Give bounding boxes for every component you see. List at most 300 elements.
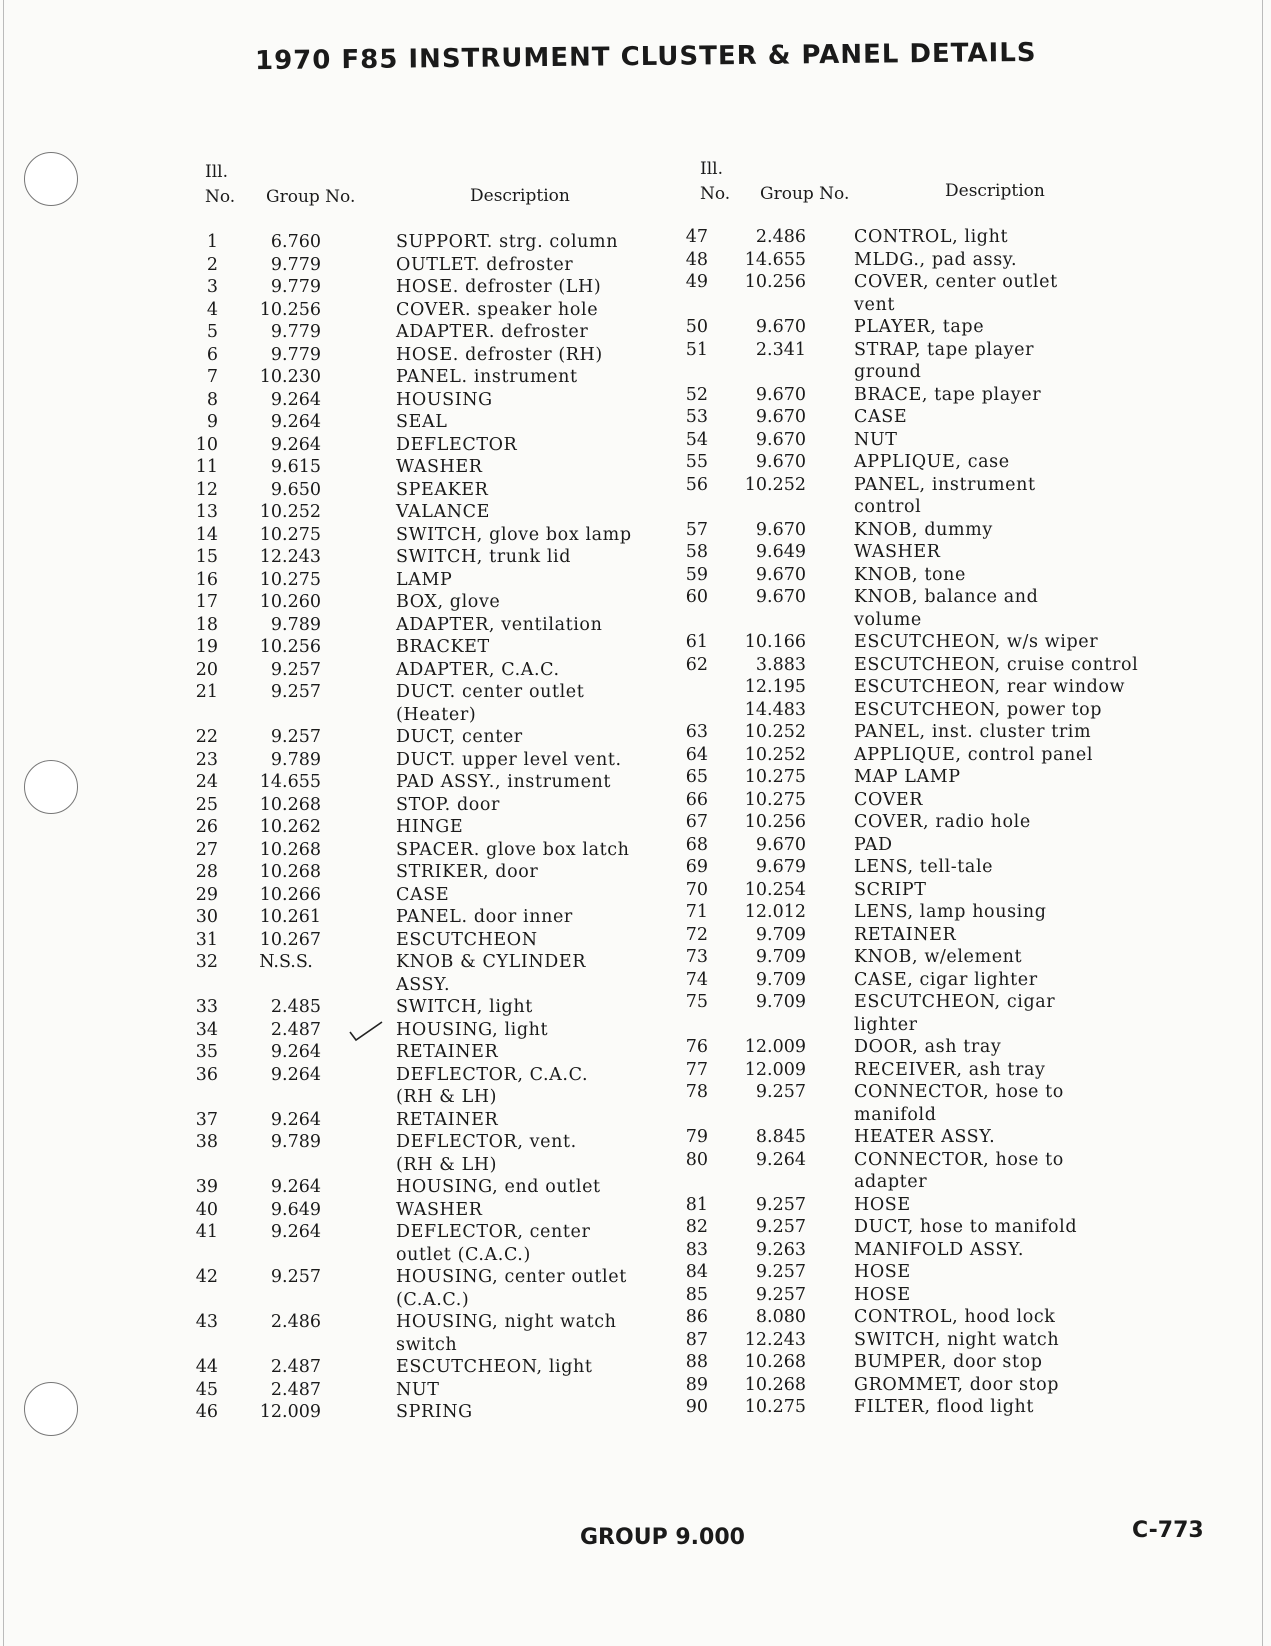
ill-number: 19 bbox=[195, 637, 218, 657]
part-description: adapter bbox=[854, 1172, 928, 1192]
group-number: 9.789 bbox=[270, 614, 321, 635]
parts-row bbox=[685, 789, 1210, 813]
ill-number: 74 bbox=[685, 969, 708, 990]
parts-row bbox=[685, 339, 1210, 363]
parts-row bbox=[195, 659, 680, 683]
parts-row bbox=[685, 1397, 1210, 1420]
ill-number: 62 bbox=[685, 654, 708, 675]
part-description: ground bbox=[854, 362, 922, 382]
parts-row bbox=[685, 1194, 1210, 1218]
ill-number: 77 bbox=[685, 1059, 708, 1080]
group-number: 9.264 bbox=[270, 412, 321, 432]
parts-row bbox=[200, 1335, 680, 1358]
parts-row bbox=[685, 1374, 1210, 1398]
part-description: PANEL. instrument bbox=[396, 367, 578, 387]
group-number: 9.779 bbox=[270, 254, 321, 275]
parts-row bbox=[195, 727, 680, 750]
parts-row bbox=[195, 929, 680, 953]
ill-number: 59 bbox=[685, 564, 708, 585]
part-description: RETAINER bbox=[396, 1109, 499, 1130]
part-description: DOOR, ash tray bbox=[854, 1037, 1002, 1057]
ill-number: 85 bbox=[685, 1284, 708, 1305]
part-description: PAD bbox=[854, 834, 893, 855]
group-number: 10.256 bbox=[744, 272, 806, 292]
ill-number: 40 bbox=[195, 1199, 218, 1220]
part-description: SEAL bbox=[396, 412, 448, 432]
group-number: 9.257 bbox=[755, 1217, 806, 1237]
parts-row bbox=[195, 524, 680, 548]
group-number: 14.655 bbox=[744, 249, 806, 270]
part-description: DUCT, center bbox=[396, 727, 523, 747]
parts-row bbox=[200, 1245, 680, 1268]
ill-number: 58 bbox=[685, 542, 708, 562]
parts-row bbox=[200, 255, 680, 278]
part-description: (C.A.C.) bbox=[396, 1289, 470, 1310]
check-mark-icon bbox=[348, 1018, 384, 1042]
group-number: 10.252 bbox=[259, 502, 321, 522]
parts-row bbox=[685, 1262, 1210, 1285]
ill-number: 50 bbox=[685, 317, 708, 337]
part-description: STRIKER, door bbox=[396, 862, 539, 882]
parts-row bbox=[195, 1177, 680, 1200]
part-description: DUCT. upper level vent. bbox=[396, 749, 622, 770]
part-description: DEFLECTOR bbox=[396, 434, 518, 455]
ill-number: 67 bbox=[685, 812, 708, 832]
group-number: 9.257 bbox=[755, 1262, 806, 1282]
group-number: 10.275 bbox=[744, 1397, 806, 1417]
parts-row bbox=[685, 249, 1210, 273]
part-description: HOSE bbox=[854, 1194, 911, 1215]
ill-number: 79 bbox=[685, 1127, 708, 1147]
ill-number: 18 bbox=[195, 614, 218, 635]
part-description: outlet (C.A.C.) bbox=[396, 1244, 531, 1265]
ill-number: 8 bbox=[206, 389, 218, 410]
ill-number: 13 bbox=[195, 502, 218, 522]
left-header-ill bbox=[205, 160, 235, 210]
group-number: 2.486 bbox=[270, 1312, 321, 1332]
group-number: 9.257 bbox=[270, 659, 321, 680]
group-number: 10.256 bbox=[259, 637, 321, 657]
ill-number: 26 bbox=[195, 817, 218, 837]
group-number: 10.266 bbox=[259, 884, 321, 905]
group-number: 12.009 bbox=[744, 1037, 806, 1057]
ill-number: 38 bbox=[195, 1132, 218, 1152]
parts-row bbox=[195, 1267, 680, 1290]
parts-row bbox=[685, 384, 1210, 408]
part-description: HOUSING, light bbox=[396, 1019, 549, 1040]
parts-row bbox=[685, 654, 1210, 678]
parts-row bbox=[685, 722, 1210, 745]
part-description: KNOB, dummy bbox=[854, 519, 993, 540]
parts-row bbox=[200, 390, 680, 413]
group-number: 14.483 bbox=[744, 699, 806, 720]
parts-row bbox=[195, 682, 680, 705]
group-number: 9.779 bbox=[270, 322, 321, 342]
left-header-description-text: Description bbox=[470, 186, 570, 206]
parts-row bbox=[685, 452, 1210, 475]
part-description: LAMP bbox=[396, 569, 453, 590]
ill-number: 83 bbox=[685, 1239, 708, 1260]
group-number: 12.009 bbox=[744, 1059, 806, 1080]
ill-number: 56 bbox=[685, 474, 708, 495]
parts-row bbox=[685, 564, 1210, 588]
ill-number: 68 bbox=[685, 834, 708, 855]
part-description: manifold bbox=[854, 1104, 937, 1125]
part-description: CASE bbox=[396, 884, 450, 905]
group-number: 10.268 bbox=[259, 862, 321, 882]
punch-hole-bottom bbox=[24, 1382, 78, 1436]
parts-row bbox=[685, 632, 1210, 655]
parts-row bbox=[685, 519, 1210, 543]
group-number: 9.670 bbox=[755, 587, 806, 607]
ill-number: 28 bbox=[195, 862, 218, 882]
parts-row bbox=[685, 969, 1210, 993]
group-number: 9.257 bbox=[270, 682, 321, 702]
group-number: 9.670 bbox=[755, 452, 806, 472]
group-number: 12.243 bbox=[259, 547, 321, 567]
ill-number: 70 bbox=[685, 879, 708, 900]
group-number: 9.264 bbox=[270, 1177, 321, 1197]
ill-number: 30 bbox=[195, 907, 218, 927]
part-description: ESCUTCHEON, cigar bbox=[854, 992, 1056, 1012]
parts-row bbox=[690, 1105, 1210, 1128]
ill-number: 29 bbox=[195, 884, 218, 905]
group-number: 9.649 bbox=[755, 542, 806, 562]
parts-row bbox=[200, 1155, 680, 1178]
part-description: HOSE bbox=[854, 1284, 911, 1305]
group-number: 2.486 bbox=[755, 227, 806, 247]
ill-number: 44 bbox=[195, 1357, 218, 1377]
part-description: (RH & LH) bbox=[396, 1154, 498, 1175]
group-number: 8.080 bbox=[755, 1307, 806, 1327]
part-description: ESCUTCHEON, light bbox=[396, 1357, 593, 1377]
part-description: HINGE bbox=[396, 817, 464, 837]
ill-number: 3 bbox=[206, 277, 218, 297]
ill-number: 39 bbox=[195, 1177, 218, 1197]
ill-number: 64 bbox=[685, 744, 708, 765]
part-description: WASHER bbox=[396, 1199, 483, 1220]
part-description: KNOB, tone bbox=[854, 564, 966, 585]
group-number: 9.257 bbox=[755, 1082, 806, 1102]
parts-row bbox=[195, 997, 680, 1020]
part-description: FILTER, flood light bbox=[854, 1397, 1035, 1417]
parts-row bbox=[200, 412, 680, 435]
parts-row bbox=[685, 992, 1210, 1015]
ill-number: 7 bbox=[206, 367, 218, 387]
group-number: 2.487 bbox=[270, 1379, 321, 1400]
group-number: 9.670 bbox=[755, 317, 806, 337]
part-description: MLDG., pad assy. bbox=[854, 249, 1018, 270]
ill-number: 75 bbox=[685, 992, 708, 1012]
group-number: 9.670 bbox=[755, 384, 806, 405]
part-description: NUT bbox=[854, 429, 898, 450]
right-header-group bbox=[760, 182, 849, 207]
ill-number: 49 bbox=[685, 272, 708, 292]
part-description: ESCUTCHEON, rear window bbox=[854, 677, 1126, 697]
part-description: GROMMET, door stop bbox=[854, 1374, 1060, 1395]
group-number: 10.230 bbox=[259, 367, 321, 387]
group-number: 9.264 bbox=[270, 1064, 321, 1085]
part-description: HOSE. defroster (RH) bbox=[396, 344, 603, 365]
parts-row bbox=[685, 1059, 1210, 1083]
part-description: BRACE, tape player bbox=[854, 384, 1042, 405]
parts-row bbox=[200, 300, 680, 323]
part-description: WASHER bbox=[854, 542, 941, 562]
group-number: 9.264 bbox=[270, 1042, 321, 1062]
parts-row bbox=[685, 587, 1210, 610]
ill-number: 15 bbox=[195, 547, 218, 567]
ill-number: 11 bbox=[195, 457, 218, 477]
group-number: 10.275 bbox=[259, 524, 321, 545]
group-number: 10.252 bbox=[744, 722, 806, 742]
group-number: 10.252 bbox=[744, 744, 806, 765]
parts-row bbox=[195, 614, 680, 638]
part-description: ESCUTCHEON, cruise control bbox=[854, 654, 1139, 675]
parts-row bbox=[685, 1149, 1210, 1173]
page-title-text: 1970 F85 INSTRUMENT CLUSTER & PANEL DETAILS bbox=[254, 37, 1037, 77]
ill-number: 55 bbox=[685, 452, 708, 472]
group-number: 9.670 bbox=[755, 407, 806, 427]
parts-row bbox=[685, 924, 1210, 948]
parts-row bbox=[685, 834, 1210, 858]
parts-row bbox=[200, 975, 680, 998]
group-number: 10.256 bbox=[744, 812, 806, 832]
ill-number: 89 bbox=[685, 1374, 708, 1395]
ill-number: 71 bbox=[685, 902, 708, 922]
parts-row bbox=[200, 705, 680, 728]
group-number: 10.268 bbox=[744, 1374, 806, 1395]
part-description: RECEIVER, ash tray bbox=[854, 1059, 1046, 1080]
ill-number: 21 bbox=[195, 682, 218, 702]
part-description: MANIFOLD ASSY. bbox=[854, 1239, 1025, 1260]
ill-number: 65 bbox=[685, 767, 708, 787]
group-number: 3.883 bbox=[755, 654, 806, 675]
parts-row bbox=[685, 1037, 1210, 1060]
ill-number: 81 bbox=[685, 1194, 708, 1215]
right-header-description-text: Description bbox=[945, 181, 1045, 201]
left-header-description bbox=[470, 184, 570, 209]
part-description: STRAP, tape player bbox=[854, 339, 1035, 360]
ill-number: 22 bbox=[195, 727, 218, 747]
group-number: 9.789 bbox=[270, 749, 321, 770]
group-number: 9.263 bbox=[755, 1239, 806, 1260]
parts-row bbox=[690, 1172, 1210, 1195]
ill-number: 24 bbox=[195, 772, 218, 792]
group-number: 10.275 bbox=[744, 767, 806, 787]
parts-row bbox=[200, 232, 680, 255]
ill-number: 10 bbox=[195, 434, 218, 455]
group-number: 9.264 bbox=[270, 389, 321, 410]
parts-row bbox=[195, 817, 680, 840]
parts-row bbox=[195, 1199, 680, 1223]
part-description: DUCT, hose to manifold bbox=[854, 1217, 1078, 1237]
parts-row bbox=[195, 1064, 680, 1088]
part-description: BUMPER, door stop bbox=[854, 1352, 1043, 1372]
parts-row bbox=[200, 1290, 680, 1313]
parts-row bbox=[195, 794, 680, 818]
ill-number: 46 bbox=[195, 1402, 218, 1422]
part-description: SPRING bbox=[396, 1402, 473, 1422]
part-description: CASE, cigar lighter bbox=[854, 969, 1038, 990]
part-description: WASHER bbox=[396, 457, 483, 477]
parts-list-right bbox=[685, 227, 1210, 1420]
parts-row bbox=[200, 345, 680, 368]
parts-row bbox=[200, 277, 680, 300]
group-number: 10.261 bbox=[259, 907, 321, 927]
part-description: NUT bbox=[396, 1379, 440, 1400]
parts-row bbox=[195, 1132, 680, 1155]
ill-number: 20 bbox=[195, 659, 218, 680]
part-description: HOUSING, night watch bbox=[396, 1312, 617, 1332]
parts-row bbox=[685, 879, 1210, 903]
group-number: 10.267 bbox=[259, 929, 321, 950]
part-description: HOUSING, end outlet bbox=[396, 1177, 601, 1197]
part-description: (RH & LH) bbox=[396, 1087, 498, 1107]
ill-number: 86 bbox=[685, 1307, 708, 1327]
part-description: vent bbox=[854, 294, 895, 315]
ill-number: 78 bbox=[685, 1082, 708, 1102]
group-number: 9.709 bbox=[755, 992, 806, 1012]
parts-row bbox=[690, 1015, 1210, 1038]
part-description: KNOB & CYLINDER bbox=[396, 952, 587, 972]
ill-number: 48 bbox=[685, 249, 708, 270]
part-description: CONNECTOR, hose to bbox=[854, 1082, 1064, 1102]
part-description: RETAINER bbox=[396, 1042, 499, 1062]
ill-number: 42 bbox=[195, 1267, 218, 1287]
part-description: ESCUTCHEON, w/s wiper bbox=[854, 632, 1099, 652]
part-description: SUPPORT. strg. column bbox=[396, 232, 619, 252]
group-number: 9.257 bbox=[755, 1284, 806, 1305]
parts-row bbox=[195, 1402, 680, 1425]
parts-row bbox=[685, 744, 1210, 768]
parts-row bbox=[195, 479, 680, 503]
group-number: 9.264 bbox=[755, 1149, 806, 1170]
parts-row bbox=[195, 1109, 680, 1133]
page-title bbox=[0, 37, 1271, 77]
part-description: volume bbox=[854, 609, 922, 630]
parts-row bbox=[195, 749, 680, 773]
ill-number: 33 bbox=[195, 997, 218, 1017]
ill-number: 17 bbox=[195, 592, 218, 612]
group-number: 9.709 bbox=[755, 969, 806, 990]
part-description: SWITCH, night watch bbox=[854, 1329, 1060, 1350]
part-description: LENS, lamp housing bbox=[854, 902, 1047, 922]
ill-number: 1 bbox=[206, 232, 218, 252]
page-edge-right bbox=[1262, 0, 1263, 1646]
parts-row bbox=[195, 457, 680, 480]
part-description: CONTROL, hood lock bbox=[854, 1307, 1056, 1327]
right-header-ill bbox=[700, 157, 730, 207]
page-edge-left bbox=[3, 0, 4, 1646]
ill-number: 9 bbox=[206, 412, 218, 432]
left-header-ill-line2: No. bbox=[205, 187, 236, 207]
part-description: COVER, radio hole bbox=[854, 812, 1031, 832]
group-number: 10.268 bbox=[744, 1352, 806, 1372]
part-description: KNOB, w/element bbox=[854, 947, 1023, 967]
ill-number: 35 bbox=[195, 1042, 218, 1062]
ill-number: 80 bbox=[685, 1149, 708, 1170]
parts-row bbox=[200, 322, 680, 345]
part-description: MAP LAMP bbox=[854, 767, 961, 787]
parts-row bbox=[685, 542, 1210, 565]
part-description: COVER bbox=[854, 789, 924, 810]
part-description: HOSE bbox=[854, 1262, 911, 1282]
group-number: 9.650 bbox=[270, 479, 321, 500]
left-header-group bbox=[266, 185, 355, 210]
part-description: CONNECTOR, hose to bbox=[854, 1149, 1064, 1170]
part-description: PLAYER, tape bbox=[854, 317, 985, 337]
group-number: 9.670 bbox=[755, 834, 806, 855]
parts-row bbox=[685, 227, 1210, 250]
parts-row bbox=[195, 1312, 680, 1335]
ill-number: 41 bbox=[195, 1222, 218, 1242]
parts-row bbox=[685, 272, 1210, 295]
parts-row bbox=[195, 1042, 680, 1065]
part-description: COVER. speaker hole bbox=[396, 299, 599, 320]
group-number: 10.252 bbox=[744, 474, 806, 495]
part-description: CASE bbox=[854, 407, 908, 427]
group-number: 10.256 bbox=[259, 299, 321, 320]
parts-row bbox=[685, 767, 1210, 790]
ill-number: 45 bbox=[195, 1379, 218, 1400]
group-number: 9.670 bbox=[755, 519, 806, 540]
group-number: 10.268 bbox=[259, 839, 321, 860]
parts-row bbox=[195, 547, 680, 570]
group-number: 14.655 bbox=[259, 772, 321, 792]
ill-number: 72 bbox=[685, 924, 708, 945]
parts-row bbox=[195, 952, 680, 975]
part-description: SPACER. glove box latch bbox=[396, 839, 630, 860]
group-number: 9.779 bbox=[270, 277, 321, 297]
ill-number: 31 bbox=[195, 929, 218, 950]
part-description: SCRIPT bbox=[854, 879, 927, 900]
ill-number: 6 bbox=[206, 344, 218, 365]
ill-number: 37 bbox=[195, 1109, 218, 1130]
ill-number: 61 bbox=[685, 632, 708, 652]
parts-row bbox=[685, 1127, 1210, 1150]
part-description: DEFLECTOR, center bbox=[396, 1222, 591, 1242]
part-description: RETAINER bbox=[854, 924, 957, 945]
part-description: DEFLECTOR, vent. bbox=[396, 1132, 577, 1152]
part-description: SWITCH, light bbox=[396, 997, 533, 1017]
ill-number: 82 bbox=[685, 1217, 708, 1237]
right-header-group-text: Group No. bbox=[760, 184, 850, 204]
group-number: 2.485 bbox=[270, 997, 321, 1017]
parts-row bbox=[690, 295, 1210, 318]
group-number: 10.260 bbox=[259, 592, 321, 612]
ill-number: 57 bbox=[685, 519, 708, 540]
part-description: control bbox=[854, 497, 922, 517]
parts-row bbox=[690, 362, 1210, 385]
parts-row bbox=[685, 1352, 1210, 1375]
parts-row bbox=[195, 772, 680, 795]
parts-row bbox=[195, 592, 680, 615]
ill-number: 54 bbox=[685, 429, 708, 450]
part-description: LENS, tell-tale bbox=[854, 857, 994, 877]
left-header-group-text: Group No. bbox=[266, 187, 356, 207]
part-description: lighter bbox=[854, 1014, 918, 1035]
group-number: 9.257 bbox=[755, 1194, 806, 1215]
group-number: 9.264 bbox=[270, 1222, 321, 1242]
part-description: HOSE. defroster (LH) bbox=[396, 277, 602, 297]
ill-number: 88 bbox=[685, 1352, 708, 1372]
group-number: 9.670 bbox=[755, 564, 806, 585]
part-description: COVER, center outlet bbox=[854, 272, 1058, 292]
ill-number: 66 bbox=[685, 789, 708, 810]
part-description: ADAPTER, C.A.C. bbox=[396, 659, 560, 680]
left-header-ill-line1: Ill. bbox=[205, 162, 228, 182]
part-description: PANEL, instrument bbox=[854, 474, 1036, 495]
